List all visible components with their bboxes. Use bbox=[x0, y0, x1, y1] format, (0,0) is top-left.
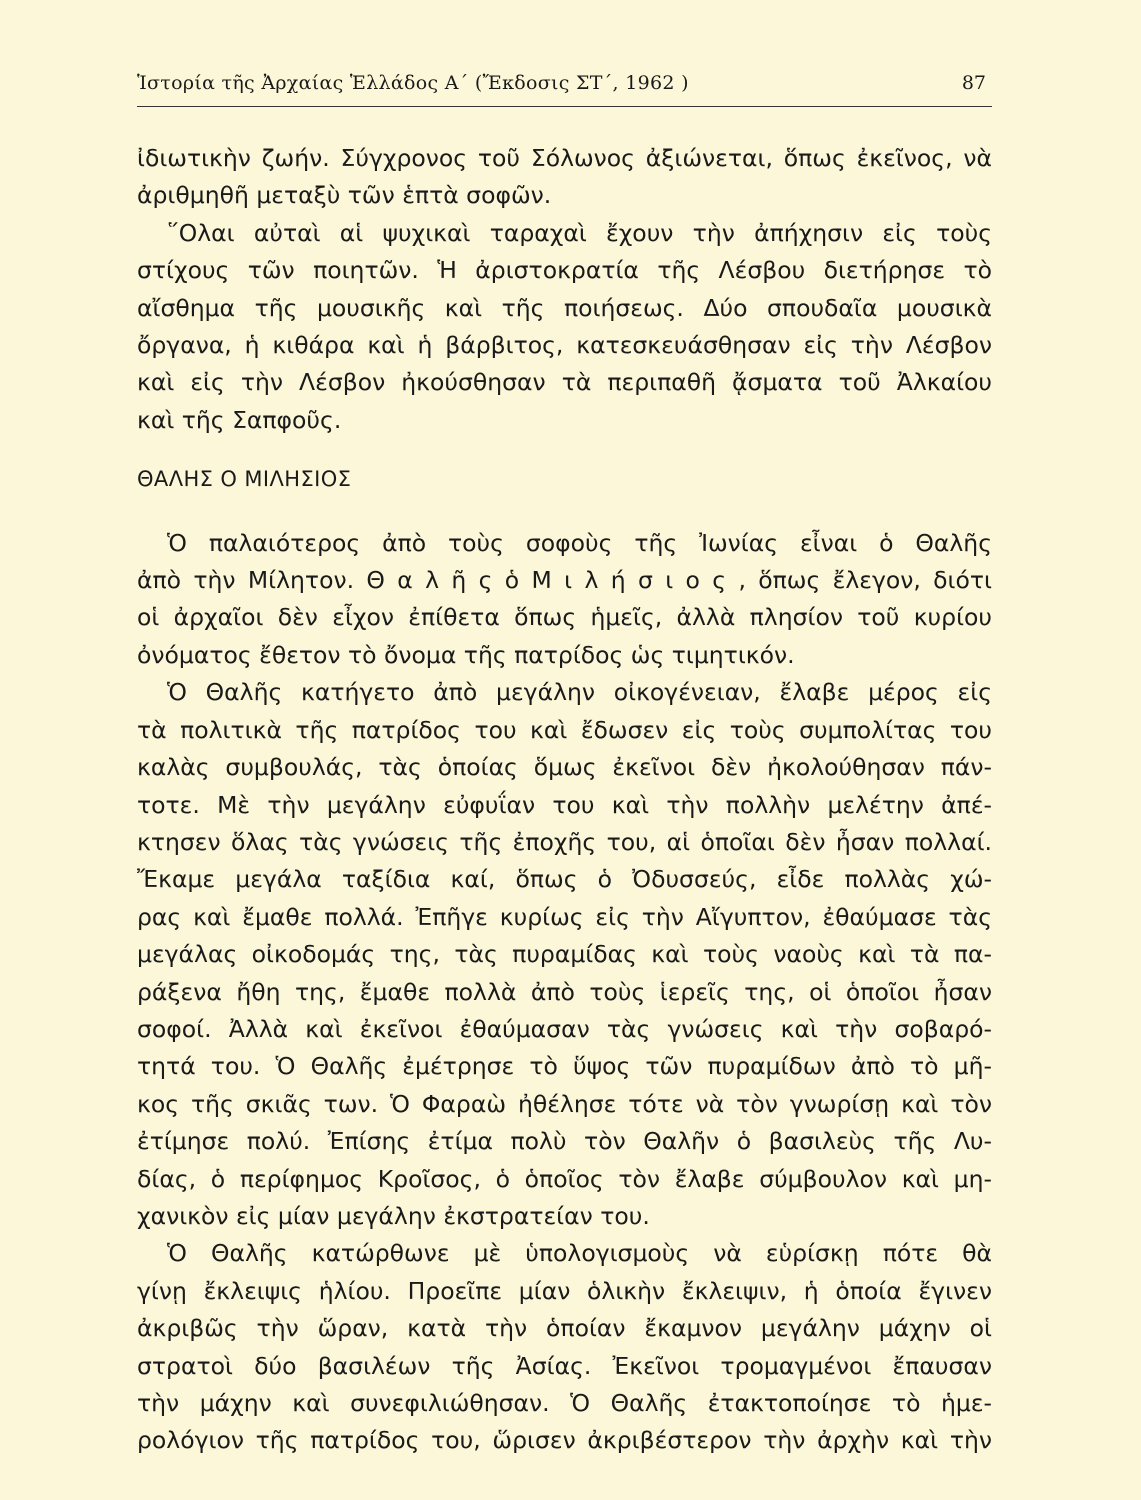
text-line: δίας, ὁ περίφημος Κροῖσος, ὁ ὁποῖος τὸν ἔλαβε σύμβουλον καὶ μη- bbox=[137, 1164, 992, 1193]
text-line: Ἔκαμε μεγάλα ταξίδια καί, ὅπως ὁ Ὀδυσσεύς, εἶδε πολλὰς χώ- bbox=[137, 865, 992, 894]
text-line: τητά του. Ὁ Θαλῆς ἐμέτρησε τὸ ὕψος τῶν πυραμίδων ἀπὸ τὸ μῆ- bbox=[137, 1052, 992, 1081]
paragraph-4 bbox=[137, 674, 992, 1235]
text-line: ρολόγιον τῆς πατρίδος του, ὥρισεν ἀκριβέστερον τὴν ἀρχὴν καὶ τὴν bbox=[137, 1426, 992, 1455]
text-line: ἀριθμηθῆ μεταξὺ τῶν ἑπτὰ σοφῶν. bbox=[137, 181, 552, 210]
text-line: τὴν μάχην καὶ συνεφιλιώθησαν. Ὁ Θαλῆς ἐτακτοποίησε τὸ ἡμε- bbox=[137, 1389, 992, 1417]
text-line: μεγάλας οἰκοδομάς της, τὰς πυραμίδας καὶ τοὺς ναοὺς καὶ τὰ πα- bbox=[137, 940, 992, 969]
page-number: 87 bbox=[961, 72, 986, 94]
text-line: αἴσθημα τῆς μουσικῆς καὶ τῆς ποιήσεως. Δύο σπουδαῖα μουσικὰ bbox=[137, 293, 992, 322]
text-line: στίχους τῶν ποιητῶν. Ἡ ἀριστοκρατία τῆς Λέσβου διετήρησε τὸ bbox=[137, 256, 992, 285]
text-line: Ὁ παλαιότερος ἀπὸ τοὺς σοφοὺς τῆς Ἰωνίας εἶναι ὁ Θαλῆς bbox=[167, 528, 992, 557]
text-line: γίνῃ ἔκλειψις ἡλίου. Προεῖπε μίαν ὁλικὴν ἔκλειψιν, ἡ ὁποία ἔγινεν bbox=[137, 1276, 992, 1305]
text-line: κτησεν ὅλας τὰς γνώσεις τῆς ἐποχῆς του, αἱ ὁποῖαι δὲν ἦσαν πολλαί. bbox=[137, 827, 992, 856]
text-line: ράξενα ἤθη της, ἔμαθε πολλὰ ἀπὸ τοὺς ἱερεῖς της, οἱ ὁποῖοι ἦσαν bbox=[137, 977, 992, 1006]
page-header bbox=[137, 72, 992, 107]
text-line: οἱ ἀρχαῖοι δὲν εἶχον ἐπίθετα ὅπως ἡμεῖς, ἀλλὰ πλησίον τοῦ κυρίου bbox=[137, 603, 992, 632]
text-line: ἀπὸ τὴν Μίλητον. Θ α λ ῆ ς ὁ Μ ι λ ή σ ι ο ς , ὅπως ἔλεγον, διότι bbox=[137, 566, 992, 595]
text-line: Ὁ Θαλῆς κατώρθωνε μὲ ὑπολογισμοὺς νὰ εὑρίσκῃ πότε θὰ bbox=[167, 1239, 992, 1268]
paragraph-2 bbox=[137, 215, 992, 439]
text-line: ὀνόματος ἔθετον τὸ ὄνομα τῆς πατρίδος ὡς τιμητικόν. bbox=[137, 640, 795, 669]
text-line: ἐτίμησε πολύ. Ἐπίσης ἐτίμα πολὺ τὸν Θαλῆν ὁ βασιλεὺς τῆς Λυ- bbox=[137, 1127, 992, 1156]
text-line: Ὁ Θαλῆς κατήγετο ἀπὸ μεγάλην οἰκογένειαν, ἔλαβε μέρος εἰς bbox=[167, 678, 992, 707]
paragraph-1 bbox=[137, 140, 992, 215]
text-line: καλὰς συμβουλάς, τὰς ὁποίας ὅμως ἐκεῖνοι δὲν ἠκολούθησαν πάν- bbox=[137, 753, 992, 782]
text-line: ἰδιωτικὴν ζωήν. Σύγχρονος τοῦ Σόλωνος ἀξιώνεται, ὅπως ἐκεῖνος, νὰ bbox=[137, 144, 992, 172]
text-line: κος τῆς σκιᾶς των. Ὁ Φαραὼ ἠθέλησε τότε νὰ τὸν γνωρίσῃ καὶ τὸν bbox=[137, 1089, 992, 1118]
text-line: σοφοί. Ἀλλὰ καὶ ἐκεῖνοι ἐθαύμασαν τὰς γνώσεις καὶ τὴν σοβαρό- bbox=[137, 1014, 992, 1043]
paragraph-3 bbox=[137, 525, 992, 675]
running-title: Ἱστορία τῆς Ἀρχαίας Ἑλλάδος Α´ (Ἔκδοσις ΣΤ´, 1962 ) bbox=[137, 72, 689, 94]
text-line: στρατοὶ δύο βασιλέων τῆς Ἀσίας. Ἐκεῖνοι τρομαγμένοι ἔπαυσαν bbox=[137, 1351, 992, 1380]
text-line: τὰ πολιτικὰ τῆς πατρίδος του καὶ ἔδωσεν εἰς τοὺς συμπολίτας του bbox=[137, 715, 992, 744]
text-line: ἀκριβῶς τὴν ὥραν, κατὰ τὴν ὁποίαν ἔκαμνον μεγάλην μάχην οἱ bbox=[137, 1314, 992, 1343]
text-line: ρας καὶ ἔμαθε πολλά. Ἐπῆγε κυρίως εἰς τὴν Αἴγυπτον, ἐθαύμασε τὰς bbox=[137, 902, 992, 931]
text-line: ὄργανα, ἡ κιθάρα καὶ ἡ βάρβιτος, κατεσκευάσθησαν εἰς τὴν Λέσβον bbox=[137, 331, 992, 360]
text-line: καὶ τῆς Σαπφοῦς. bbox=[137, 405, 342, 434]
section-title: ΘΑΛΗΣ Ο ΜΙΛΗΣΙΟΣ bbox=[137, 467, 352, 492]
text-line: καὶ εἰς τὴν Λέσβον ἠκούσθησαν τὰ περιπαθῆ ᾄσματα τοῦ Ἀλκαίου bbox=[137, 368, 992, 397]
paragraph-5 bbox=[137, 1235, 992, 1459]
page-body bbox=[137, 140, 992, 1460]
text-line: χανικὸν εἰς μίαν μεγάλην ἐκστρατείαν του. bbox=[137, 1201, 650, 1230]
text-line: τοτε. Μὲ τὴν μεγάλην εὐφυΐαν του καὶ τὴν πολλὴν μελέτην ἀπέ- bbox=[137, 790, 992, 819]
text-line: ῞Ολαι αὐταὶ αἱ ψυχικαὶ ταραχαὶ ἔχουν τὴν ἀπήχησιν εἰς τοὺς bbox=[167, 218, 992, 247]
